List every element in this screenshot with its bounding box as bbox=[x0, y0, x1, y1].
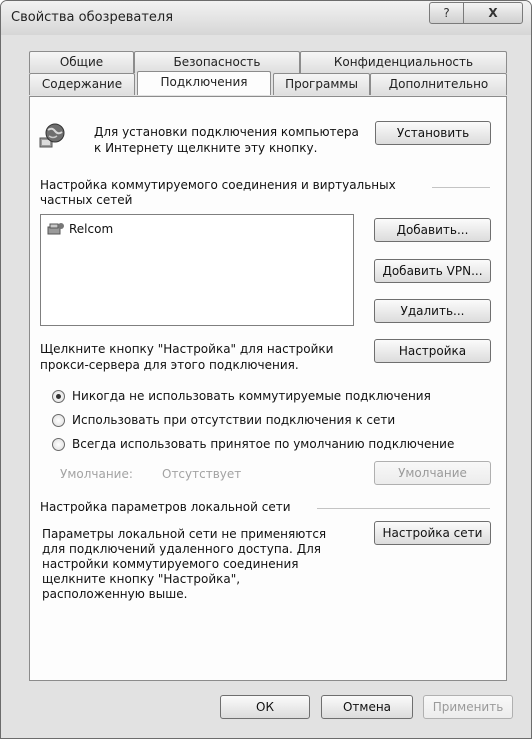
globe-network-icon bbox=[38, 122, 66, 150]
lan-text-line2: для подключений удаленного доступа. Для bbox=[42, 542, 321, 556]
radio-always-dial-default[interactable] bbox=[52, 438, 65, 451]
tab-security[interactable]: Безопасность bbox=[134, 51, 300, 73]
connection-name: Relcom bbox=[69, 222, 114, 236]
add-vpn-button[interactable]: Добавить VPN... bbox=[374, 259, 491, 283]
radio-always-dial-default-label[interactable]: Всегда использовать принятое по умолчанию подключение bbox=[72, 437, 455, 451]
connection-settings-button[interactable]: Настройка bbox=[374, 339, 491, 363]
help-button[interactable]: ? bbox=[429, 2, 464, 24]
settings-text-line1: Щелкните кнопку "Настройка" для настройки bbox=[40, 342, 334, 356]
tab-content[interactable]: Содержание bbox=[29, 73, 135, 95]
list-item[interactable] bbox=[47, 221, 113, 237]
close-button[interactable]: X bbox=[463, 2, 523, 24]
section-divider bbox=[432, 187, 490, 188]
setup-text-line1: Для установки подключения компьютера bbox=[94, 125, 359, 139]
ok-button[interactable]: ОК bbox=[220, 695, 310, 719]
remove-connection-button[interactable]: Удалить... bbox=[374, 299, 491, 323]
section-divider bbox=[317, 508, 490, 509]
radio-never-dial[interactable] bbox=[52, 390, 65, 403]
add-connection-button[interactable]: Добавить... bbox=[374, 218, 491, 242]
lan-heading: Настройка параметров локальной сети bbox=[40, 500, 291, 514]
tab-programs[interactable]: Программы bbox=[273, 73, 370, 95]
lan-text-line3: настройки коммутируемого соединения bbox=[42, 557, 299, 571]
tab-privacy[interactable]: Конфиденциальность bbox=[300, 51, 507, 73]
tab-general[interactable]: Общие bbox=[29, 51, 134, 73]
radio-never-dial-label[interactable]: Никогда не использовать коммутируемые подключения bbox=[72, 389, 431, 403]
connection-list[interactable] bbox=[40, 214, 354, 326]
dialup-heading-line1: Настройка коммутируемого соединения и виртуальных bbox=[40, 178, 396, 192]
lan-text-line5: расположенную выше. bbox=[42, 587, 188, 601]
connections-panel bbox=[29, 96, 507, 681]
dialup-connection-icon bbox=[47, 222, 65, 236]
default-label: Умолчание: bbox=[60, 467, 133, 481]
default-value: Отсутствует bbox=[162, 467, 242, 481]
apply-button[interactable]: Применить bbox=[423, 695, 513, 719]
lan-text-line4: щелкните кнопку "Настройка", bbox=[42, 572, 241, 586]
setup-button[interactable]: Установить bbox=[375, 121, 491, 145]
set-default-button[interactable]: Умолчание bbox=[374, 461, 491, 485]
tab-advanced[interactable]: Дополнительно bbox=[370, 73, 507, 95]
cancel-button[interactable]: Отмена bbox=[321, 695, 413, 719]
setup-text-line2: к Интернету щелкните эту кнопку. bbox=[94, 141, 318, 155]
settings-text-line2: прокси-сервера для этого подключения. bbox=[40, 358, 299, 372]
dialup-heading-line2: частных сетей bbox=[40, 193, 133, 207]
window-title: Свойства обозревателя bbox=[11, 10, 174, 25]
lan-text-line1: Параметры локальной сети не применяются bbox=[42, 527, 327, 541]
title-bar bbox=[1, 1, 531, 35]
radio-dial-when-no-network-label[interactable]: Использовать при отсутствии подключения к сети bbox=[72, 413, 396, 427]
radio-dial-when-no-network[interactable] bbox=[52, 414, 65, 427]
tab-connections[interactable]: Подключения bbox=[137, 71, 271, 95]
lan-settings-button[interactable]: Настройка сети bbox=[374, 521, 491, 545]
